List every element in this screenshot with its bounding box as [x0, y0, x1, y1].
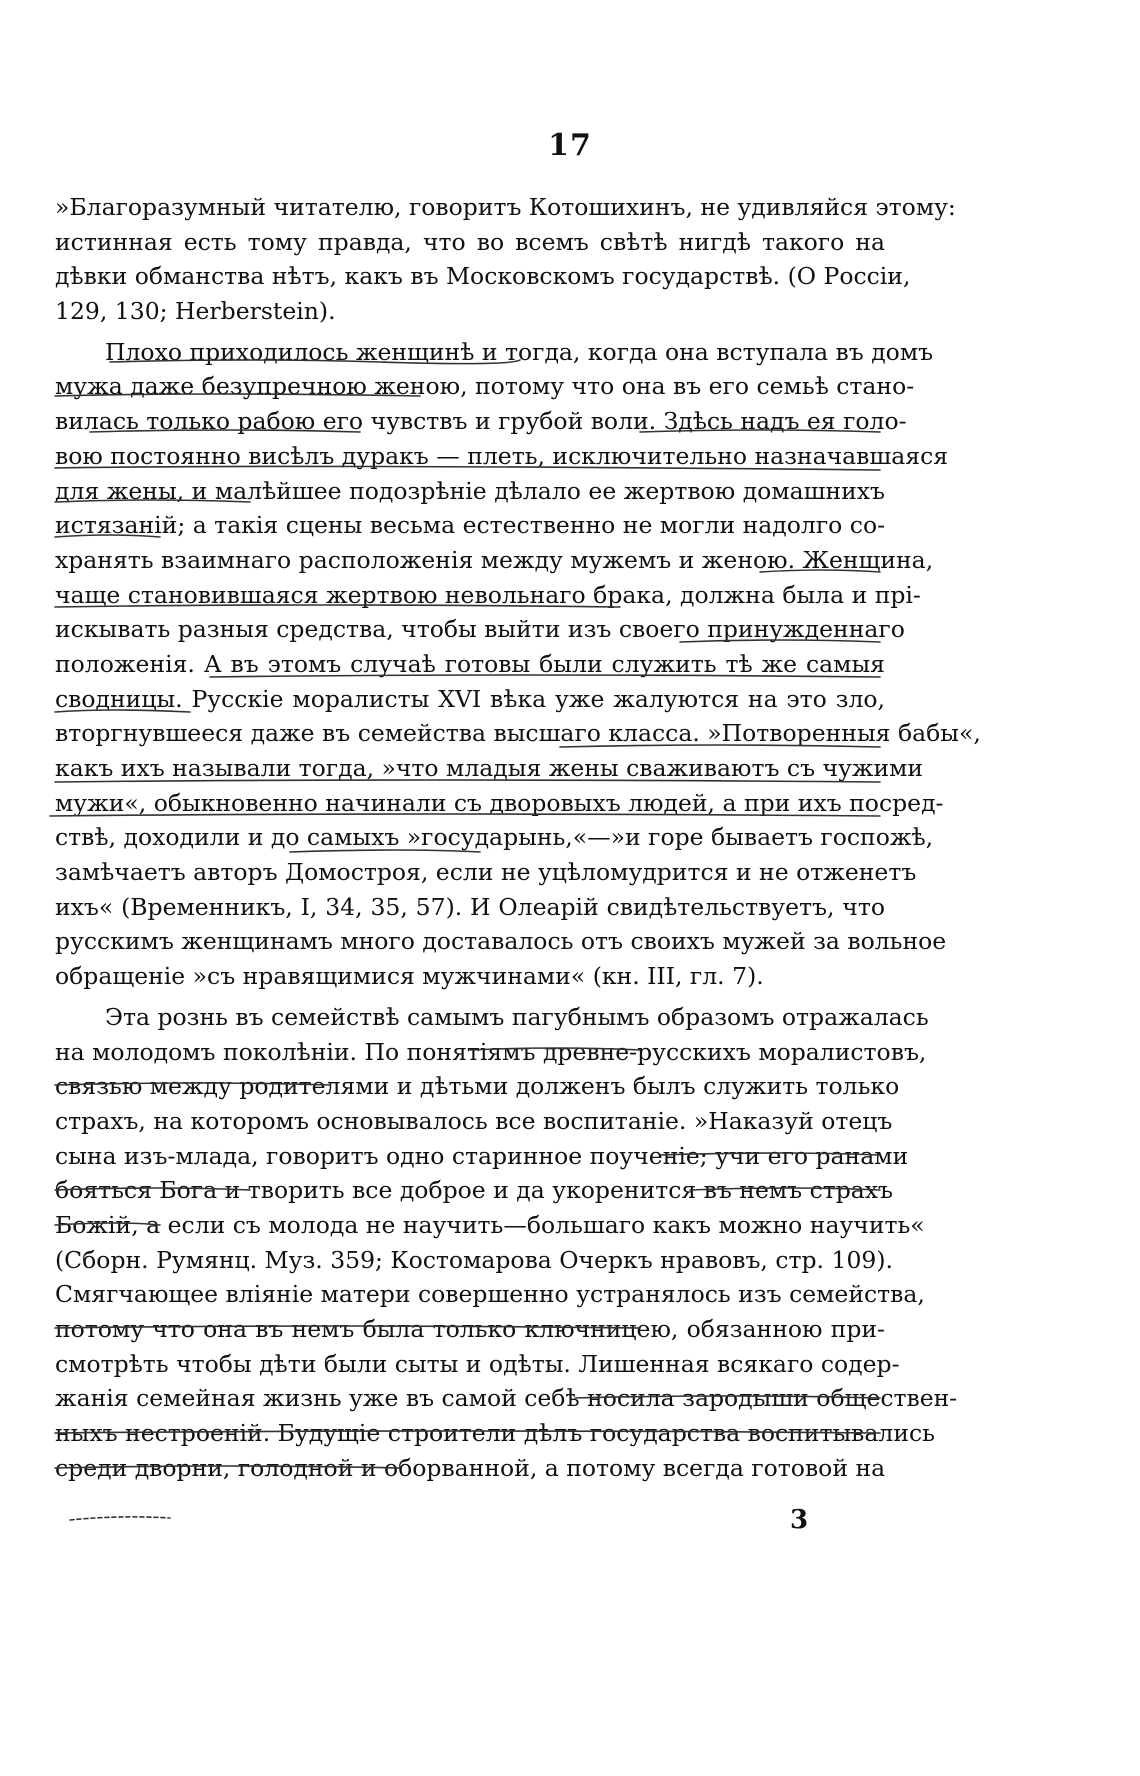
text-line: замѣчаетъ авторъ Домостроя, если не уцѣломудрится и не отженетъ	[55, 858, 917, 887]
text-line: (Сборн. Румянц. Муз. 359; Костомарова Очеркъ нравовъ, стр. 109).	[55, 1245, 893, 1274]
text-line: 129, 130; Herberstein).	[55, 297, 336, 326]
text-line: Смягчающее влiянiе матери совершенно устранялось изъ семейства,	[55, 1280, 925, 1309]
signature-mark: 3	[790, 1505, 809, 1535]
text-line: Эта рознь въ семействѣ самымъ пагубнымъ образомъ отражалась	[105, 1002, 929, 1031]
text-line: вою постоянно висѣлъ дуракъ — плеть, исключительно назначавшаяся	[55, 441, 949, 470]
text-line: среди дворни, голодной и оборванной, а потому всегда готовой на	[55, 1453, 886, 1482]
text-line: Плохо приходилось женщинѣ и тогда, когда она вступала въ домъ	[105, 337, 934, 366]
text-line: страхъ, на которомъ основывалось все воспитанiе. »Наказуй отецъ	[55, 1106, 893, 1135]
text-line: Божiй, а если съ молода не научить—большаго какъ можно научить«	[55, 1210, 925, 1239]
text-line: обращенiе »съ нравящимися мужчинами« (кн. III, гл. 7).	[55, 962, 764, 991]
underline-mark	[70, 1517, 170, 1520]
text-line: »Благоразумный читателю, говоритъ Котошихинъ, не удивляйся этому:	[55, 193, 956, 221]
text-line: положенiя. А въ этомъ случаѣ готовы были служить тѣ же самыя	[55, 649, 885, 678]
text-line: дѣвки обманства нѣтъ, какъ въ Московскомъ государствѣ. (О Россiи,	[55, 262, 911, 291]
text-line: мужи«, обыкновенно начинали съ дворовыхъ людей, а при ихъ посред-	[55, 788, 944, 817]
text-line: чаще становившаяся жертвою невольнаго брака, должна была и прi-	[55, 580, 921, 609]
text-line: русскимъ женщинамъ много доставалось отъ своихъ мужей за вольное	[55, 927, 947, 956]
text-line: ихъ« (Временникъ, I, 34, 35, 57). И Олеарiй свидѣтельствуетъ, что	[55, 892, 885, 921]
text-line: сына изъ-млада, говоритъ одно старинное поученiе; учи его ранами	[55, 1141, 909, 1170]
text-line: мужа даже безупречною женою, потому что она въ его семьѣ стано-	[55, 372, 915, 401]
text-line: искывать разныя средства, чтобы выйти изъ своего принужденнаго	[55, 615, 905, 644]
text-line: сводницы. Русскiе моралисты XVI вѣка уже жалуются на это зло,	[55, 684, 885, 713]
text-line: для жены, и малѣйшее подозрѣнiе дѣлало ее жертвою домашнихъ	[55, 476, 885, 505]
text-line: какъ ихъ называли тогда, »что младыя жены сваживаютъ съ чужими	[55, 754, 924, 782]
text-line: истязанiй; а такiя сцены весьма естественно не могли надолго со-	[55, 511, 886, 540]
text-line: истинная есть тому правда, что во всемъ свѣтѣ нигдѣ такого на	[55, 227, 885, 256]
text-line: потому что она въ немъ была только ключницею, обязанною при-	[55, 1315, 885, 1343]
text-line: ныхъ нестроенiй. Будущiе строители дѣлъ государства воспитывались	[55, 1419, 935, 1448]
body-text	[55, 190, 981, 1485]
text-line: вилась только рабою его чувствъ и грубой воли. Здѣсь надъ ея голо-	[55, 407, 907, 436]
text-line: смотрѣть чтобы дѣти были сыты и одѣты. Лишенная всякаго содер-	[55, 1349, 900, 1378]
text-line: на молодомъ поколѣнiи. По понятiямъ древне-русскихъ моралистовъ,	[55, 1037, 927, 1066]
text-line: бояться Бога и творить все доброе и да укоренится въ немъ страхъ	[55, 1176, 893, 1205]
page-number: 17	[548, 128, 592, 163]
text-line: связью между родителями и дѣтьми долженъ былъ служить только	[55, 1072, 900, 1101]
text-line: ствѣ, доходили и до самыхъ »государынь,«—»и горе бываетъ госпожѣ,	[55, 823, 934, 852]
text-line: вторгнувшееся даже въ семейства высшаго класса. »Потворенныя бабы«,	[55, 719, 981, 748]
text-line: жанiя семейная жизнь уже въ самой себѣ носила зародыши обществен-	[55, 1384, 958, 1413]
text-line: хранять взаимнаго расположенiя между мужемъ и женою. Женщина,	[55, 545, 934, 574]
